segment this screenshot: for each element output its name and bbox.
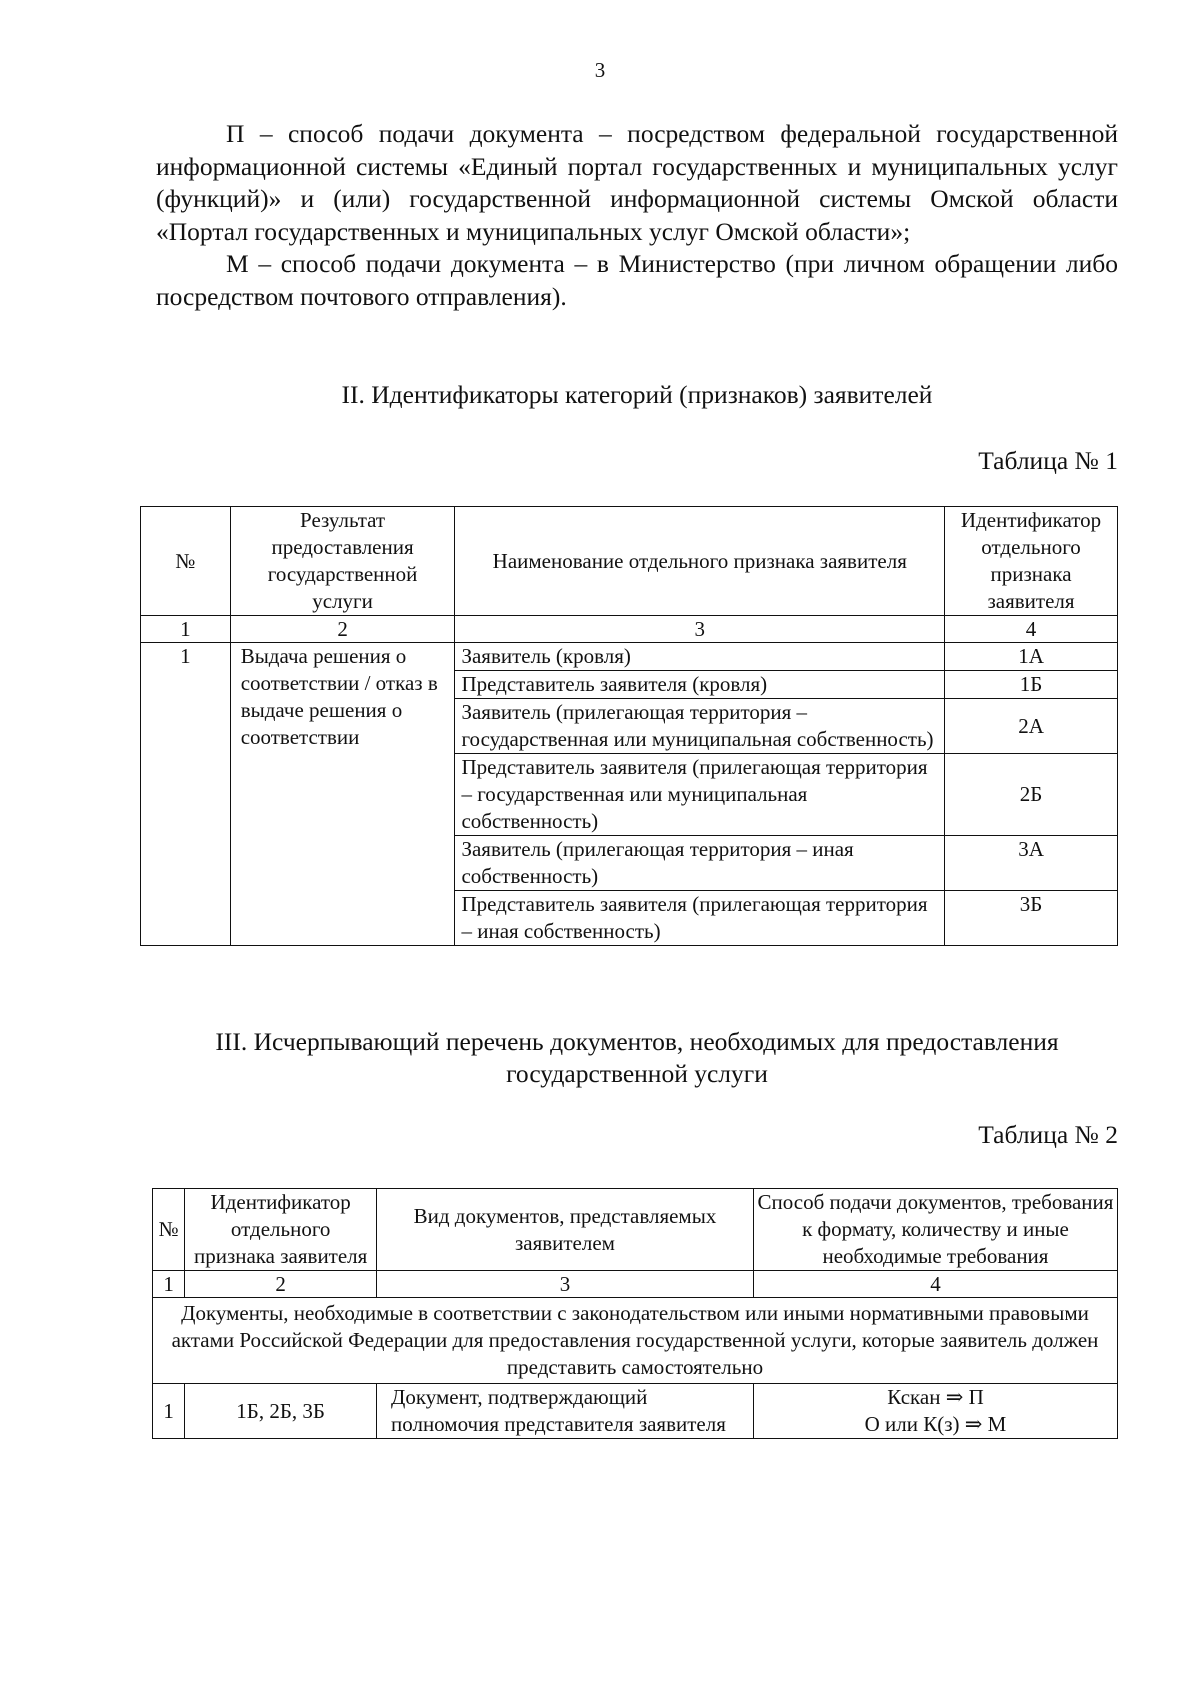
header-submission-method: Способ подачи документов, требования к формату, количеству и иные необходимые требования (753, 1189, 1117, 1271)
page-number: 3 (594, 58, 606, 82)
col-num: 1 (141, 616, 231, 643)
col-num: 1 (153, 1271, 185, 1298)
section-span-row (153, 1298, 1118, 1384)
table-row (141, 643, 1118, 671)
header-result: Результат предоставления государственной услуги (230, 507, 455, 616)
header-number: № (141, 507, 231, 616)
row-method (753, 1384, 1117, 1439)
table-row (153, 1384, 1118, 1439)
header-number: № (153, 1189, 185, 1271)
intro-paragraphs (156, 118, 1118, 313)
result-cell: Выдача решения о соответствии / отказ в выдаче решения о соответствии (230, 643, 455, 946)
table-header-row (141, 507, 1118, 616)
header-identifier: Идентификатор отдельного признака заявителя (945, 507, 1118, 616)
attribute-name: Представитель заявителя (прилегающая территория – государственная или муниципальная собственность) (455, 754, 945, 836)
method-line: О или К(з) ⇒ М (864, 1412, 1007, 1436)
col-num: 3 (377, 1271, 754, 1298)
attribute-id: 3А (945, 836, 1118, 891)
attribute-name: Заявитель (прилегающая территория – иная собственность) (455, 836, 945, 891)
column-number-row (141, 616, 1118, 643)
method-line: Кскан ⇒ П (887, 1385, 984, 1409)
col-num: 4 (945, 616, 1118, 643)
row-document: Документ, подтверждающий полномочия представителя заявителя (377, 1384, 754, 1439)
column-number-row (153, 1271, 1118, 1298)
attribute-id: 1Б (945, 671, 1118, 699)
attribute-id: 3Б (945, 891, 1118, 946)
attribute-name: Заявитель (кровля) (455, 643, 945, 671)
table-header-row (153, 1189, 1118, 1271)
attribute-name: Представитель заявителя (прилегающая территория – иная собственность) (455, 891, 945, 946)
attribute-id: 1А (945, 643, 1118, 671)
table2-label: Таблица № 2 (978, 1120, 1118, 1149)
applicant-categories-table (140, 506, 1118, 946)
span-row-text: Документы, необходимые в соответствии с законодательством или иными нормативными правовыми актами Российской Федерации для предоставления государственной услуги, которые заявитель должен представить самостоятельно (153, 1298, 1118, 1384)
documents-table (152, 1188, 1118, 1439)
attribute-id: 2Б (945, 754, 1118, 836)
header-identifier: Идентификатор отдельного признака заявителя (185, 1189, 377, 1271)
paragraph-m-method: М – способ подачи документа – в Министерство (при личном обращении либо посредством почтового отправления). (156, 249, 1118, 311)
col-num: 2 (230, 616, 455, 643)
section2-heading: II. Идентификаторы категорий (признаков) заявителей (341, 380, 933, 409)
header-document-type: Вид документов, представляемых заявителем (377, 1189, 754, 1271)
attribute-name: Представитель заявителя (кровля) (455, 671, 945, 699)
row-number: 1 (153, 1384, 185, 1439)
header-attribute-name: Наименование отдельного признака заявителя (455, 507, 945, 616)
row-identifiers: 1Б, 2Б, 3Б (185, 1384, 377, 1439)
table1-label: Таблица № 1 (978, 446, 1118, 475)
attribute-name: Заявитель (прилегающая территория – государственная или муниципальная собственность) (455, 699, 945, 754)
col-num: 4 (753, 1271, 1117, 1298)
col-num: 3 (455, 616, 945, 643)
col-num: 2 (185, 1271, 377, 1298)
paragraph-p-method: П – способ подачи документа – посредством федеральной государственной информационной системы «Единый портал государственных и муниципальных услуг (функций)» и (или) государственной информационной системы Омской области «Портал государственных и муниципальных услуг Омской области»; (156, 119, 1118, 246)
row-number: 1 (141, 643, 231, 946)
attribute-id: 2А (945, 699, 1118, 754)
section3-heading: III. Исчерпывающий перечень документов, необходимых для предоставления государственной услуги (215, 1027, 1059, 1088)
